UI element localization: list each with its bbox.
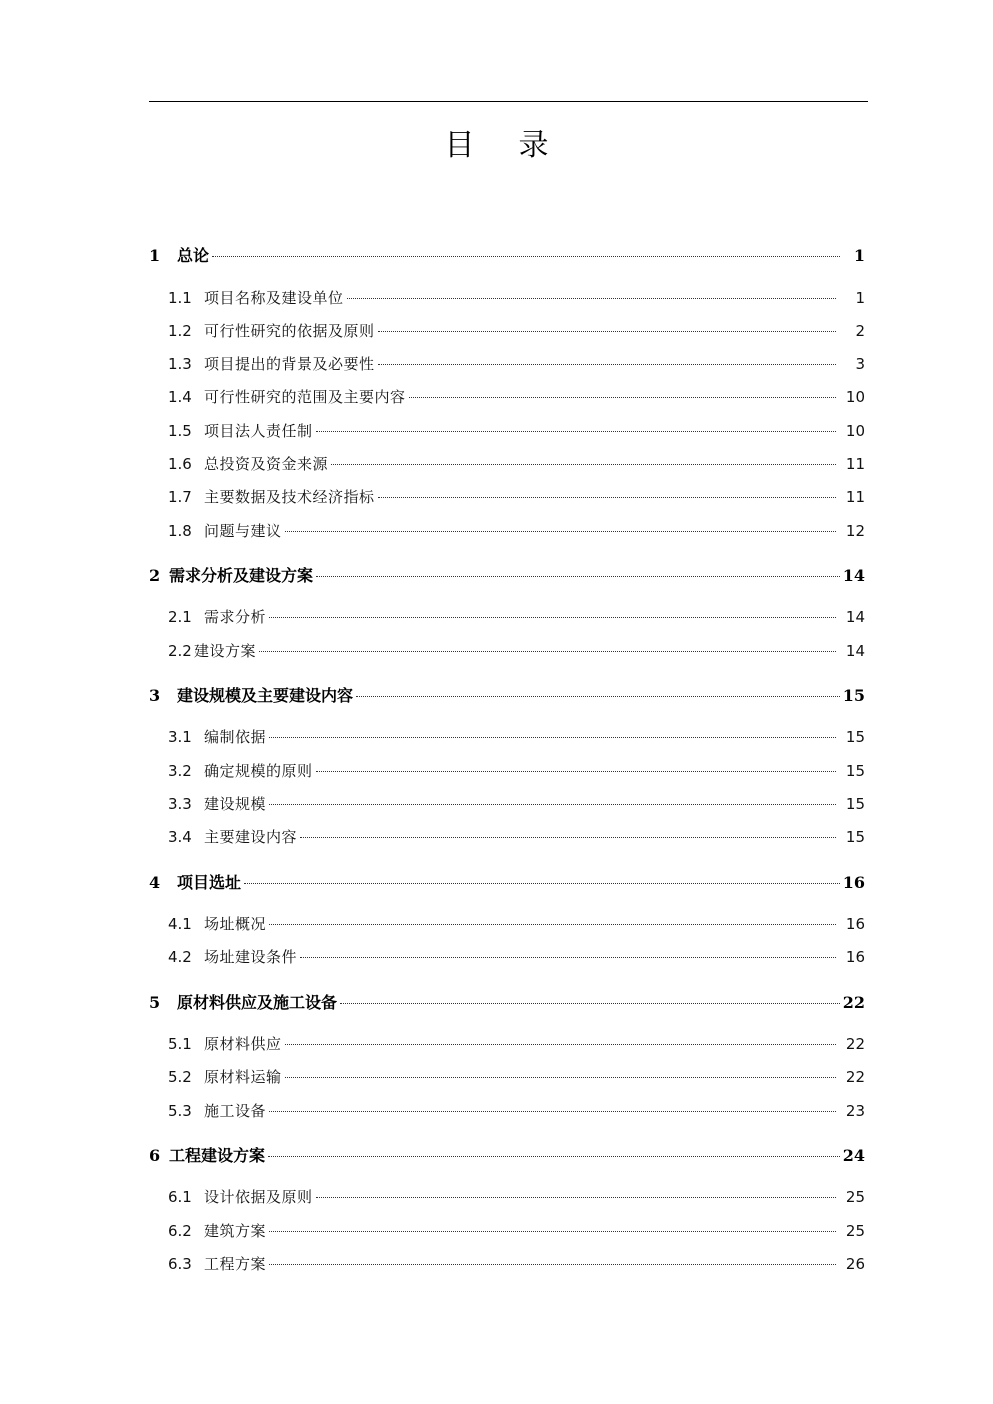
toc-entry-5-2[interactable] (168, 1066, 865, 1087)
toc-entry-6-2[interactable] (168, 1220, 865, 1241)
toc-title: 总投资及资金来源 (204, 455, 329, 473)
toc-page-number: 15 (845, 828, 865, 846)
toc-page-number: 25 (845, 1222, 865, 1240)
toc-page-number: 15 (845, 795, 865, 813)
toc-number: 1.1 (168, 289, 192, 307)
dot-leader (269, 804, 836, 805)
toc-entry-1-2[interactable] (168, 320, 865, 341)
dot-leader (316, 576, 840, 577)
toc-entry-5-3[interactable] (168, 1100, 865, 1121)
toc-number: 3.3 (168, 795, 192, 813)
toc-number: 3.2 (168, 762, 192, 780)
toc-page-number: 14 (845, 642, 865, 660)
dot-leader (300, 837, 836, 838)
toc-entry-3-1[interactable] (168, 726, 865, 747)
toc-number: 1.4 (168, 388, 192, 406)
toc-entry-3-2[interactable] (168, 760, 865, 781)
toc-title: 原材料供应及施工设备 (177, 993, 338, 1012)
toc-title: 场址建设条件 (204, 948, 298, 966)
toc-title: 工程建设方案 (169, 1146, 266, 1165)
toc-page-number: 14 (842, 566, 865, 585)
toc-entry-2[interactable] (149, 563, 865, 586)
dot-leader (285, 1044, 836, 1045)
toc-page-number: 25 (845, 1188, 865, 1206)
toc-number: 2 (149, 566, 161, 585)
dot-leader (285, 531, 836, 532)
toc-entry-2-1[interactable] (168, 606, 865, 627)
toc-page-number: 16 (842, 873, 865, 892)
toc-number: 4 (149, 873, 161, 892)
dot-leader (269, 1264, 836, 1265)
toc-number: 2.2 (168, 642, 192, 660)
dot-leader (316, 1197, 836, 1198)
dot-leader (269, 617, 836, 618)
dot-leader (378, 331, 836, 332)
toc-number: 5.3 (168, 1102, 192, 1120)
toc-entry-6-3[interactable] (168, 1253, 865, 1274)
toc-number: 4.1 (168, 915, 192, 933)
toc-entry-3-4[interactable] (168, 826, 865, 847)
toc-title: 需求分析 (204, 608, 267, 626)
toc-title: 建设规模 (204, 795, 267, 813)
dot-leader (347, 298, 836, 299)
toc-number: 3.1 (168, 728, 192, 746)
toc-page-number: 14 (845, 608, 865, 626)
dot-leader (269, 737, 836, 738)
dot-leader (268, 1156, 840, 1157)
toc-page-number: 11 (845, 455, 865, 473)
toc-page-number: 10 (845, 388, 865, 406)
toc-page-number: 15 (845, 728, 865, 746)
toc-entry-6[interactable] (149, 1143, 865, 1166)
toc-entry-3-3[interactable] (168, 793, 865, 814)
toc-page-number: 24 (842, 1146, 865, 1165)
dot-leader (340, 1003, 840, 1004)
toc-title: 总论 (177, 246, 210, 265)
dot-leader (331, 464, 836, 465)
toc-number: 4.2 (168, 948, 192, 966)
toc-title: 设计依据及原则 (204, 1188, 313, 1206)
toc-number: 1.3 (168, 355, 192, 373)
toc-number: 3 (149, 686, 161, 705)
dot-leader (244, 883, 840, 884)
toc-title: 原材料运输 (204, 1068, 282, 1086)
toc-number: 6.1 (168, 1188, 192, 1206)
toc-title: 建设规模及主要建设内容 (177, 686, 354, 705)
toc-entry-1-1[interactable] (168, 287, 865, 308)
toc-entry-1-5[interactable] (168, 420, 865, 441)
toc-page-number: 3 (855, 355, 865, 373)
dot-leader (259, 651, 836, 652)
dot-leader (269, 1231, 836, 1232)
toc-number: 5.2 (168, 1068, 192, 1086)
toc-page-number: 1 (855, 289, 865, 307)
toc-number: 5.1 (168, 1035, 192, 1053)
toc-title: 项目名称及建设单位 (204, 289, 344, 307)
toc-page-number: 16 (845, 915, 865, 933)
toc-page-number: 23 (845, 1102, 865, 1120)
toc-entry-5-1[interactable] (168, 1033, 865, 1054)
dot-leader (212, 256, 840, 257)
toc-entry-1-8[interactable] (168, 520, 865, 541)
toc-number: 5 (149, 993, 161, 1012)
toc-number: 6 (149, 1146, 161, 1165)
toc-page-number: 26 (845, 1255, 865, 1273)
toc-number: 6.3 (168, 1255, 192, 1273)
toc-title: 施工设备 (204, 1102, 267, 1120)
toc-title: 问题与建议 (204, 522, 282, 540)
dot-leader (409, 397, 836, 398)
toc-entry-1-7[interactable] (168, 486, 865, 507)
toc-title: 项目法人责任制 (204, 422, 313, 440)
dot-leader (300, 957, 836, 958)
toc-title: 可行性研究的依据及原则 (204, 322, 375, 340)
toc-page-number: 1 (853, 246, 865, 265)
toc-title: 建设方案 (194, 642, 257, 660)
toc-title: 场址概况 (204, 915, 267, 933)
toc-page-number: 12 (845, 522, 865, 540)
toc-title: 原材料供应 (204, 1035, 282, 1053)
toc-number: 1.8 (168, 522, 192, 540)
toc-number: 6.2 (168, 1222, 192, 1240)
toc-entry-4-1[interactable] (168, 913, 865, 934)
dot-leader (378, 364, 836, 365)
toc-title: 工程方案 (204, 1255, 267, 1273)
dot-leader (316, 771, 836, 772)
toc-entry-3[interactable] (149, 683, 865, 706)
toc-title: 编制依据 (204, 728, 267, 746)
title-char-2: 录 (518, 128, 549, 163)
dot-leader (269, 924, 836, 925)
toc-title: 确定规模的原则 (204, 762, 313, 780)
toc-title: 建筑方案 (204, 1222, 267, 1240)
toc-number: 1.6 (168, 455, 192, 473)
toc-entry-6-1[interactable] (168, 1186, 865, 1207)
toc-number: 1.2 (168, 322, 192, 340)
toc-title: 主要建设内容 (204, 828, 298, 846)
toc-number: 3.4 (168, 828, 192, 846)
toc-entry-4-2[interactable] (168, 946, 865, 967)
toc-page-number: 15 (845, 762, 865, 780)
toc-number: 1.7 (168, 488, 192, 506)
toc-title: 项目选址 (177, 873, 242, 892)
toc-page-number: 22 (845, 1068, 865, 1086)
toc-page-number: 11 (845, 488, 865, 506)
toc-entry-1-4[interactable] (168, 386, 865, 407)
toc-number: 1.5 (168, 422, 192, 440)
toc-page-number: 15 (842, 686, 865, 705)
dot-leader (356, 696, 840, 697)
dot-leader (378, 497, 836, 498)
toc-title: 可行性研究的范围及主要内容 (204, 388, 406, 406)
toc-entry-4[interactable] (149, 870, 865, 893)
toc-entry-1-6[interactable] (168, 453, 865, 474)
title-char-1: 目 (444, 128, 475, 163)
toc-entry-2-2[interactable] (168, 640, 865, 661)
toc-number: 2.1 (168, 608, 192, 626)
toc-entry-1-3[interactable] (168, 353, 865, 374)
toc-title: 需求分析及建设方案 (169, 566, 314, 585)
toc-page-number: 16 (845, 948, 865, 966)
toc-title: 主要数据及技术经济指标 (204, 488, 375, 506)
dot-leader (285, 1077, 836, 1078)
toc-entry-5[interactable] (149, 990, 865, 1013)
toc-title: 项目提出的背景及必要性 (204, 355, 375, 373)
toc-entry-1[interactable] (149, 243, 865, 266)
dot-leader (316, 431, 836, 432)
toc-number: 1 (149, 246, 161, 265)
dot-leader (269, 1111, 836, 1112)
toc-page-number: 22 (845, 1035, 865, 1053)
toc-page-number: 10 (845, 422, 865, 440)
toc-page-number: 22 (842, 993, 865, 1012)
toc-page-number: 2 (855, 322, 865, 340)
